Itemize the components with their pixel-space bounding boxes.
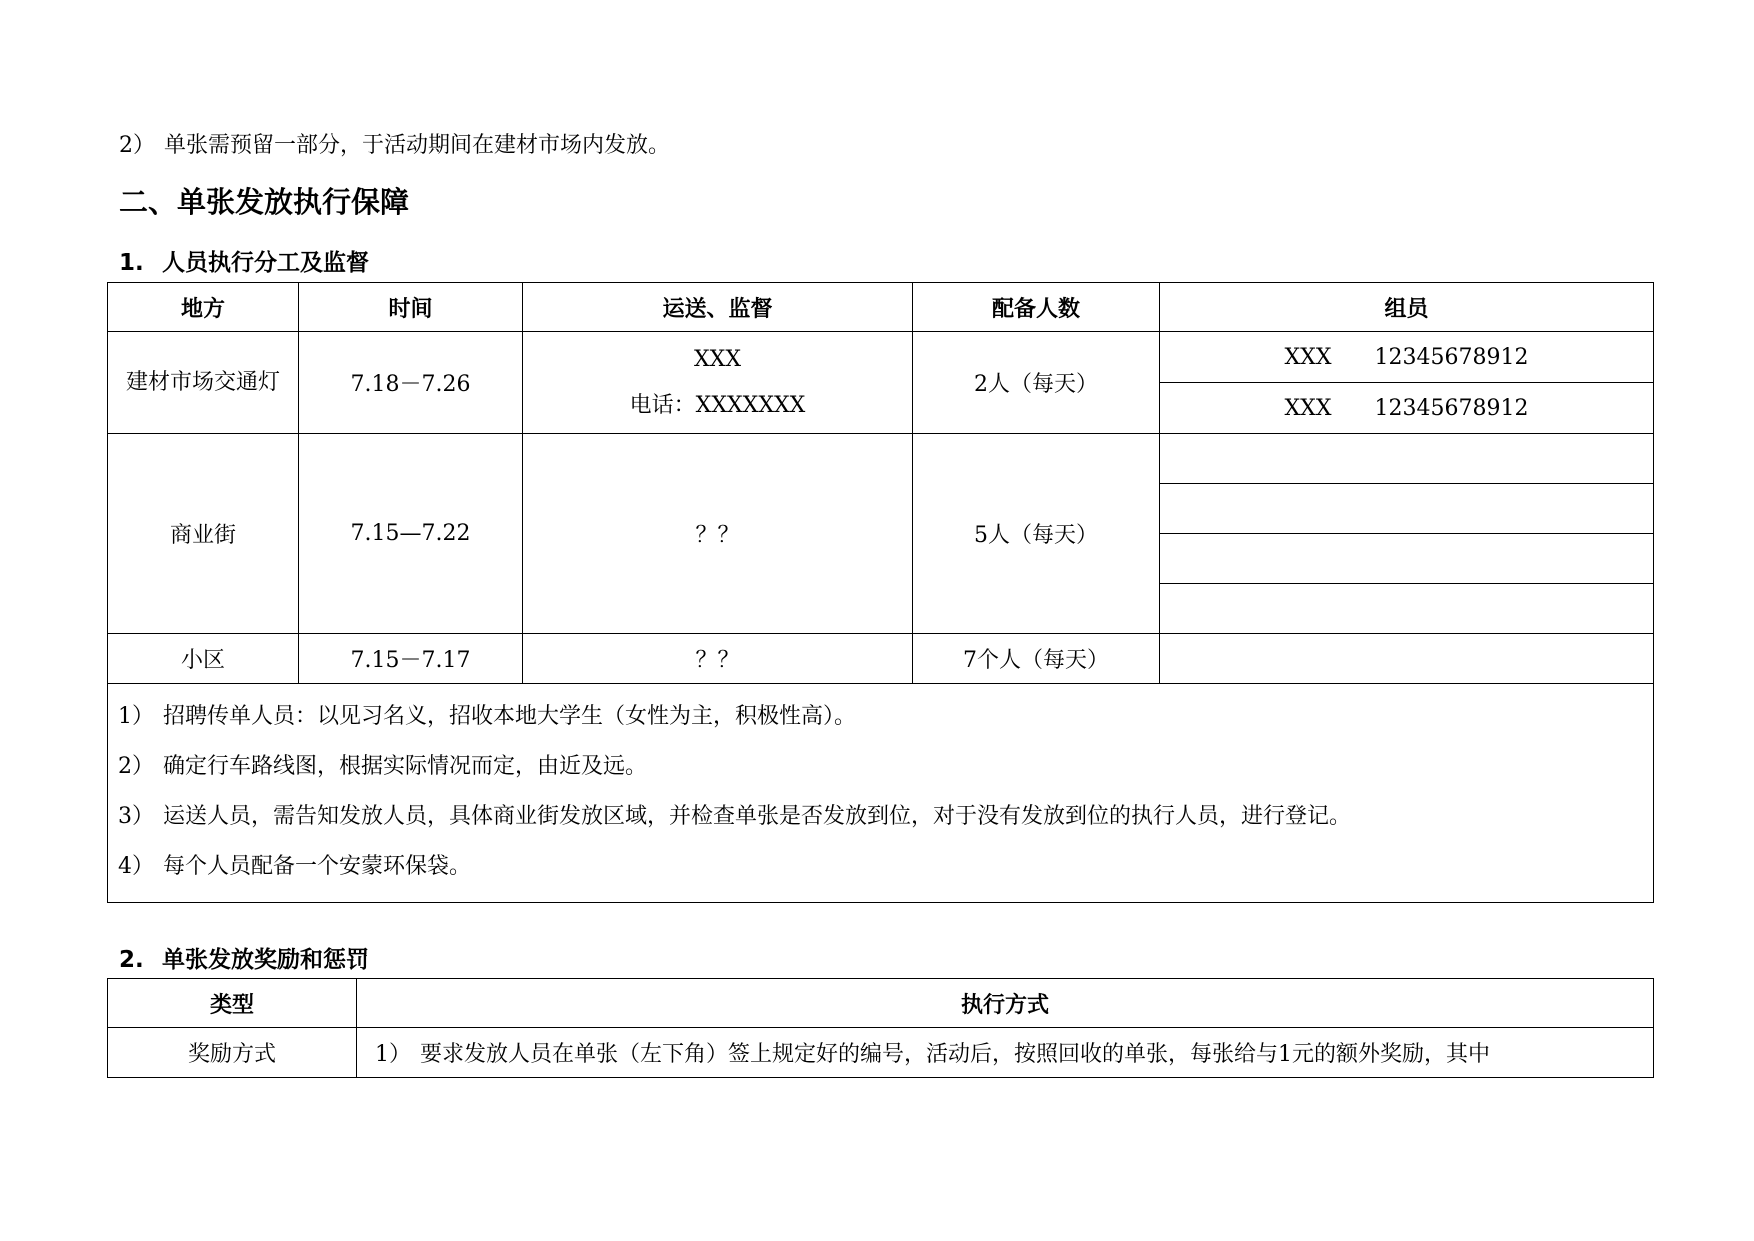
- section-title: 二、单张发放执行保障: [119, 185, 410, 219]
- cell-time: 7.18－7.26: [299, 332, 523, 434]
- cell-staff-count: 7个人（每天）: [913, 634, 1160, 684]
- intro-line: [119, 128, 670, 159]
- notes-cell: [108, 684, 1654, 903]
- header-time: 时间: [299, 283, 523, 332]
- table-row: [108, 634, 1654, 684]
- cell-time: 7.15－7.17: [299, 634, 523, 684]
- note-item: 4） 每个人员配备一个安蒙环保袋。: [118, 854, 472, 879]
- cell-type: 奖励方式: [108, 1028, 357, 1078]
- intro-line-number: 2）: [119, 133, 155, 158]
- header-supervisor: 运送、监督: [523, 283, 913, 332]
- header-members: 组员: [1160, 283, 1654, 332]
- cell-member-empty: [1160, 434, 1654, 484]
- note-item: 3） 运送人员，需告知发放人员，具体商业街发放区域，并检查单张是否发放到位，对于没有发放到位的执行人员，进行登记。: [118, 804, 1352, 829]
- note-item: 2） 确定行车路线图，根据实际情况而定，由近及远。: [118, 754, 648, 779]
- cell-place: 商业街: [108, 434, 299, 634]
- subsection-2-title: 单张发放奖励和惩罚: [162, 947, 369, 973]
- cell-member-empty: [1160, 484, 1654, 534]
- method-number: 1）: [375, 1042, 411, 1067]
- member-phone: 12345678912: [1374, 344, 1529, 370]
- member-name: XXX: [1284, 344, 1332, 370]
- method-text: 要求发放人员在单张（左下角）签上规定好的编号，活动后，按照回收的单张，每张给与1元的额外奖励，其中: [420, 1042, 1491, 1067]
- subsection-1-title: 人员执行分工及监督: [162, 250, 369, 276]
- cell-supervisor: ？？: [523, 634, 913, 684]
- cell-member: [1160, 332, 1654, 383]
- table-row: [108, 1028, 1654, 1078]
- member-phone: 12345678912: [1374, 395, 1529, 421]
- notes-row: [108, 684, 1654, 903]
- cell-place: 小区: [108, 634, 299, 684]
- header-method: 执行方式: [357, 979, 1654, 1028]
- cell-member-empty: [1160, 634, 1654, 684]
- table-row: [108, 332, 1654, 383]
- subsection-2-heading: [119, 941, 369, 974]
- table-row: [108, 434, 1654, 484]
- table-header-row: [108, 979, 1654, 1028]
- reward-penalty-table: [107, 978, 1654, 1078]
- subsection-2-number: 2.: [119, 947, 144, 973]
- header-staff-count: 配备人数: [913, 283, 1160, 332]
- cell-supervisor: [523, 332, 913, 434]
- table-header-row: [108, 283, 1654, 332]
- cell-staff-count: 2人（每天）: [913, 332, 1160, 434]
- cell-time: 7.15—7.22: [299, 434, 523, 634]
- cell-place: 建材市场交通灯: [108, 332, 299, 434]
- staff-assignment-table: [107, 282, 1654, 903]
- subsection-1-number: 1.: [119, 250, 144, 276]
- cell-member: [1160, 383, 1654, 434]
- intro-line-text: 单张需预留一部分，于活动期间在建材市场内发放。: [164, 133, 671, 158]
- cell-member-empty: [1160, 534, 1654, 584]
- subsection-1-heading: [119, 244, 369, 277]
- header-type: 类型: [108, 979, 357, 1028]
- cell-member-empty: [1160, 584, 1654, 634]
- supervisor-phone: 电话：XXXXXXX: [629, 392, 806, 418]
- cell-method: [357, 1028, 1654, 1078]
- supervisor-name: XXX: [694, 346, 741, 372]
- member-name: XXX: [1284, 395, 1332, 421]
- header-place: 地方: [108, 283, 299, 332]
- cell-supervisor: ？？: [523, 434, 913, 634]
- note-item: 1） 招聘传单人员：以见习名义，招收本地大学生（女性为主，积极性高）。: [118, 704, 857, 729]
- cell-staff-count: 5人（每天）: [913, 434, 1160, 634]
